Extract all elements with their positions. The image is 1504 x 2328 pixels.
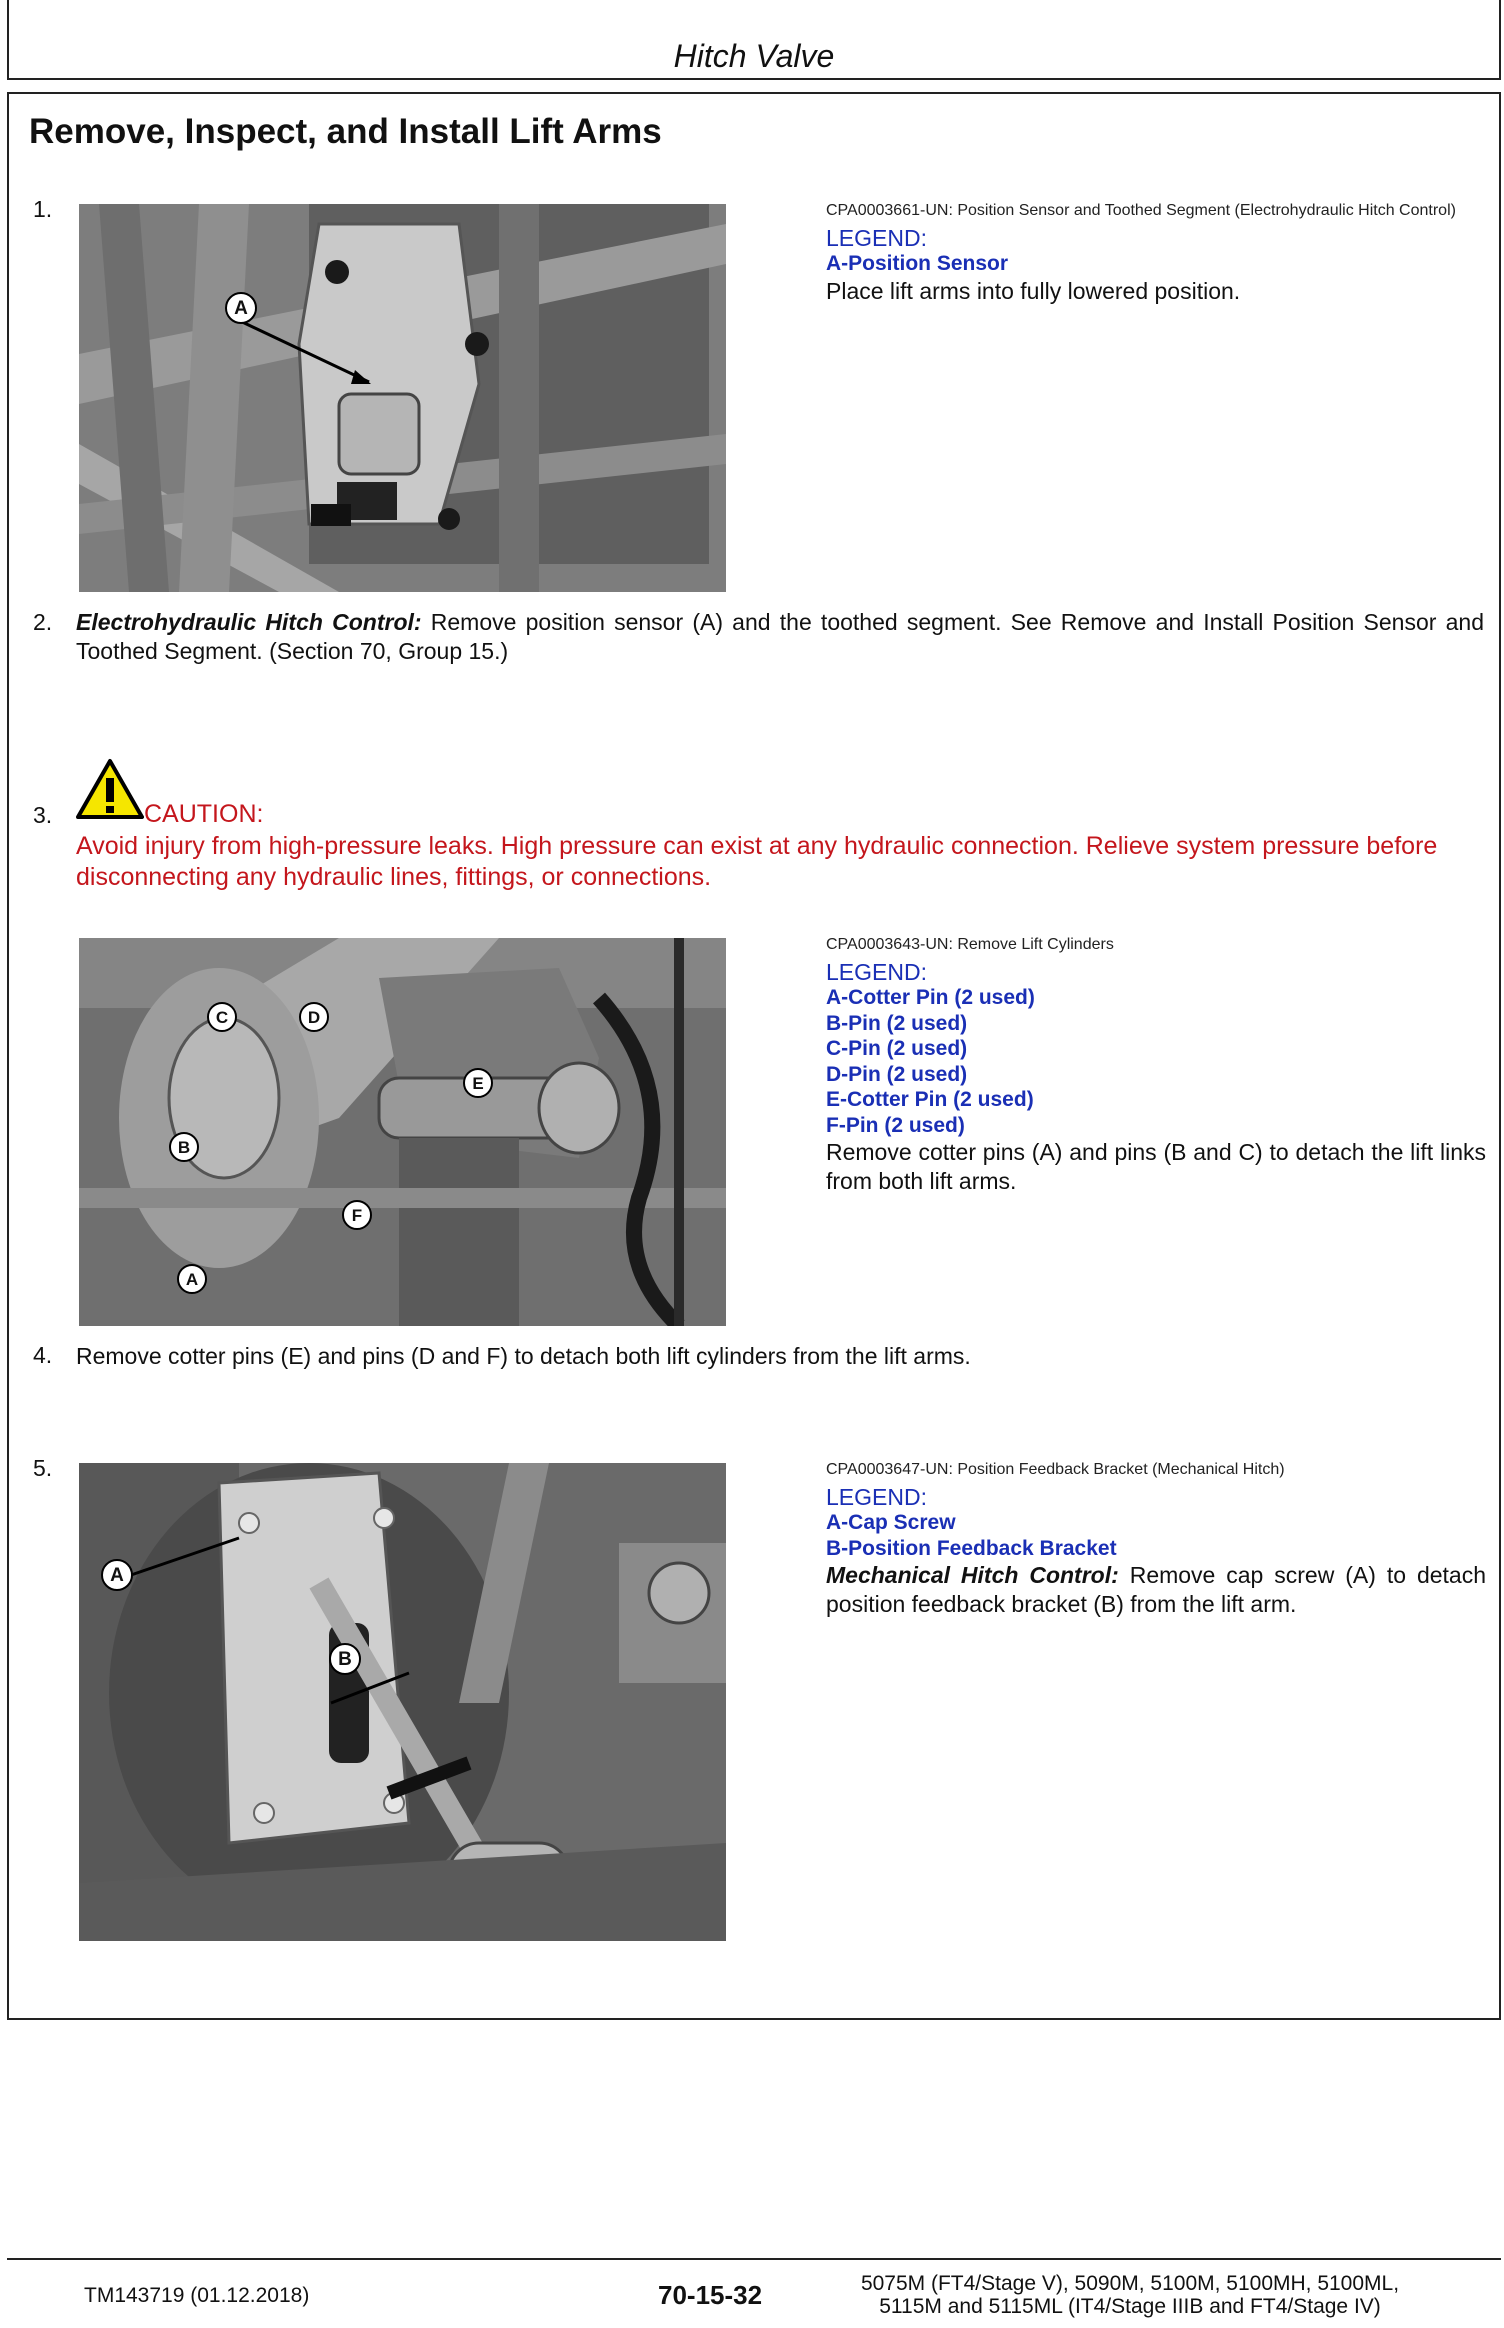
legend-label: LEGEND: (826, 225, 927, 251)
photo-position-sensor (79, 204, 726, 592)
legend-item: C-Pin (2 used) (826, 1037, 968, 1060)
caution-text: Avoid injury from high-pressure leaks. High pressure can exist at any hydraulic connection. Relieve system pressure before disconnecting any hydraulic lines, fittings, or connections. (76, 832, 1438, 891)
step-2-number: 2. (33, 609, 53, 635)
legend-item: A-Cap Screw (826, 1511, 956, 1534)
figure-caption: CPA0003647-UN: Position Feedback Bracket (Mechanical Hitch) (826, 1461, 1285, 1478)
footer-divider (7, 2258, 1501, 2260)
callout-a: A (225, 292, 257, 324)
callout-c: C (207, 1002, 237, 1032)
legend-item: F-Pin (2 used) (826, 1113, 965, 1137)
legend-label: LEGEND: (826, 1484, 927, 1510)
legend-item: B-Pin (2 used) (826, 1011, 968, 1035)
step-5-body: Remove cap screw (A) to detach position feedback bracket (B) from the lift arm. (826, 1562, 1487, 1617)
step-4-text: Remove cotter pins (E) and pins (D and F) to detach both lift cylinders from the lift arms. (76, 1343, 971, 1369)
legend-item: D-Pin (2 used) (826, 1062, 968, 1086)
callout-a: A (177, 1264, 207, 1294)
footer-doc-id: TM143719 (01.12.2018) (84, 2284, 310, 2307)
photo-lift-cylinders (79, 938, 726, 1326)
legend-step-1 (826, 201, 1486, 306)
legend-step-5 (826, 1460, 1486, 1619)
legend-item: A-Position Sensor (826, 252, 1009, 275)
section-title: Hitch Valve (673, 38, 835, 74)
figure-caption: CPA0003643-UN: Remove Lift Cylinders (826, 936, 1114, 953)
page-header (7, 0, 1501, 80)
legend-item: B-Position Feedback Bracket (826, 1536, 1117, 1560)
photo-feedback-bracket (79, 1463, 726, 1941)
page-title: Remove, Inspect, and Install Lift Arms (29, 112, 662, 151)
step-5-text (826, 1561, 1486, 1619)
step-4-number: 4. (33, 1342, 53, 1368)
figure-caption: CPA0003661-UN: Position Sensor and Toothed Segment (Electrohydraulic Hitch Control) (826, 202, 1456, 219)
caution-icon (76, 758, 144, 820)
step-2-lead: Electrohydraulic Hitch Control: (76, 609, 422, 635)
footer-models (830, 2272, 1430, 2318)
callout-b: B (169, 1132, 199, 1162)
legend-label: LEGEND: (826, 959, 927, 985)
step-3-text: Remove cotter pins (A) and pins (B and C) to detach the lift links from both lift arms. (826, 1139, 1486, 1194)
caution-label: CAUTION: (144, 800, 264, 828)
callout-f: F (342, 1200, 372, 1230)
callout-b: B (329, 1643, 361, 1675)
callout-e: E (463, 1068, 493, 1098)
step-1-text: Place lift arms into fully lowered position. (826, 277, 1241, 304)
callout-d: D (299, 1002, 329, 1032)
callout-a: A (101, 1559, 133, 1591)
footer-models-line-1: 5075M (FT4/Stage V), 5090M, 5100M, 5100MH, 5100ML, (860, 2272, 1400, 2295)
footer-models-line-2: 5115M and 5115ML (IT4/Stage IIIB and FT4/Stage IV) (879, 2295, 1381, 2318)
legend-step-3 (826, 935, 1486, 1196)
step-1-number: 1. (33, 196, 53, 222)
legend-item: E-Cotter Pin (2 used) (826, 1088, 1034, 1111)
legend-item: A-Cotter Pin (2 used) (826, 986, 1035, 1009)
step-2-text (76, 608, 1484, 666)
step-5-number: 5. (33, 1455, 53, 1481)
step-2-body: Remove position sensor (A) and the toothed segment. See Remove and Install Position Sensor and Toothed Segment. (Section 70, Group 15.) (76, 609, 1484, 664)
step-5-lead: Mechanical Hitch Control: (826, 1562, 1119, 1588)
step-3-number: 3. (33, 802, 53, 828)
footer-page-number: 70-15-32 (658, 2280, 763, 2310)
